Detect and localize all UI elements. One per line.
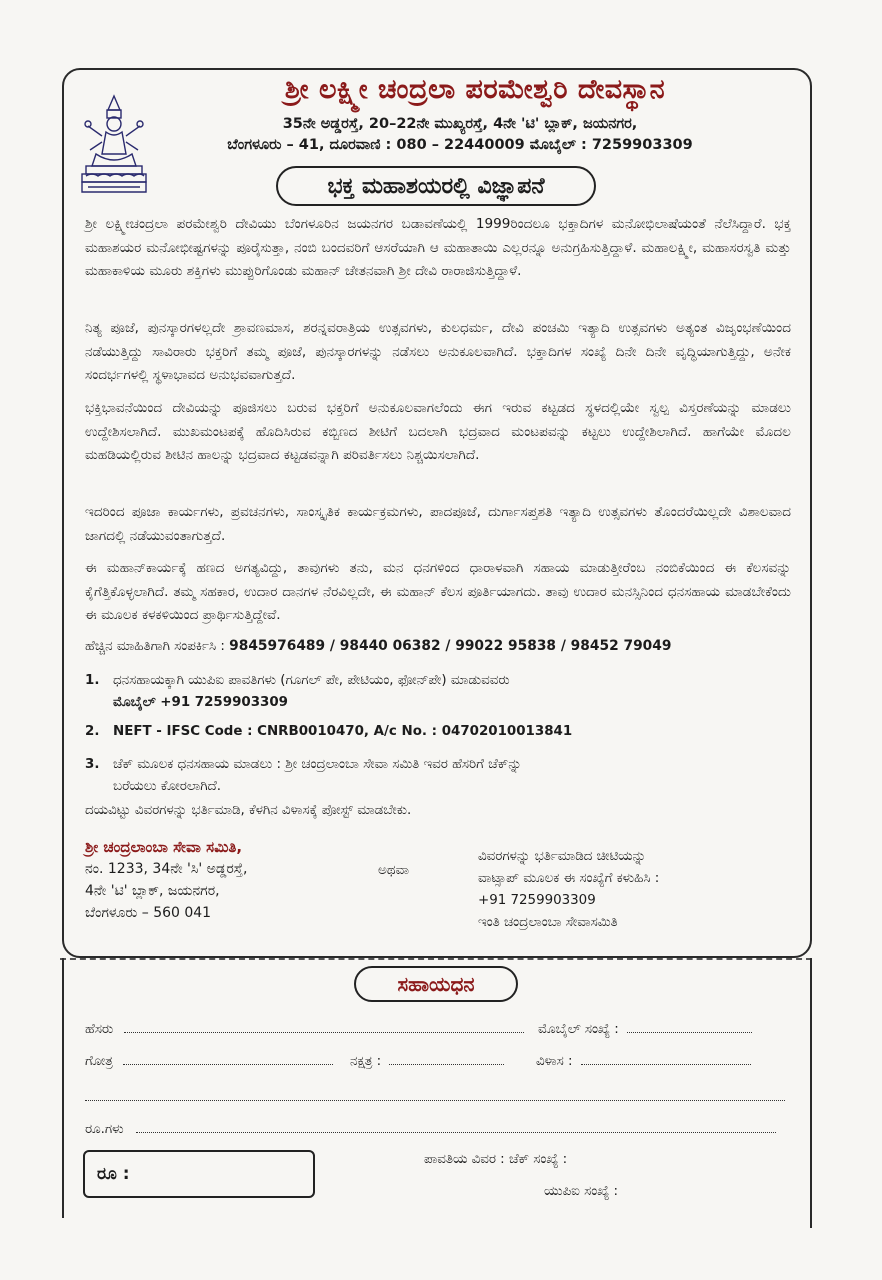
form-title bbox=[354, 966, 518, 1002]
paragraph-4: ಇದರಿಂದ ಪೂಜಾ ಕಾರ್ಯಗಳು, ಪ್ರವಚನಗಳು, ಸಾಂಸ್ಕೃತಿಕ ಕಾರ್ಯಕ್ರಮಗಳು, ಪಾದಪೂಜೆ, ದುರ್ಗಾಸಪ್ತಶತಿ ಇತ್ಯಾದಿ ಉತ್ಸವಗಳು ತೊಂದರೆಯಿಲ್ಲದೇ ವಿಶಾಲವಾದ ಜಾಗದಲ್ಲಿ ನಡೆಯುವಂತಾಗುತ್ತದೆ. bbox=[85, 504, 791, 544]
form-border-left bbox=[62, 958, 64, 1218]
postal-address bbox=[85, 836, 247, 924]
paragraph-3: ಭಕ್ತಿಭಾವನೆಯಿಂದ ದೇವಿಯನ್ನು ಪೂಜಿಸಲು ಬರುವ ಭಕ್ತರಿಗೆ ಅನುಕೂಲವಾಗಲೆಂದು ಈಗ ಇರುವ ಕಟ್ಟಡದ ಸ್ಥಳದಲ್ಲಿಯೇ ಸ್ವಲ್ಪ ವಿಸ್ತರಣೆಯನ್ನು ಮಾಡಲು ಉದ್ದೇಶಿಸಲಾಗಿದೆ. ಮುಖಮಂಟಪಕ್ಕೆ ಹೊದಿಸಿರುವ ಕಬ್ಬಿಣದ ಶೀಟಿಗೆ ಬದಲಾಗಿ ಭದ್ರವಾದ ಮಂಟಪವನ್ನು ಕಟ್ಟಲು ಉದ್ದೇಶಿಲಾಗಿದೆ. ಹಾಗೆಯೇ ಮೊದಲ ಮಹಡಿಯಲ್ಲಿರುವ ಶೀಟಿನ ಹಾಲನ್ನು ಭದ್ರವಾದ ಕಟ್ಟಡವನ್ನಾಗಿ ಪರಿವರ್ತಿಸಲು ನಿಶ್ಚಯಿಸಲಾಗಿದೆ. bbox=[85, 400, 791, 463]
paragraph-2: ನಿತ್ಯ ಪೂಜೆ, ಪುನಸ್ಕಾರಗಳಲ್ಲದೇ ಶ್ರಾವಣಮಾಸ, ಶರನ್ನವರಾತ್ರಿಯ ಉತ್ಸವಗಳು, ಕುಲಧರ್ಮ, ದೇವಿ ಪಂಚಮಿ ಇತ್ಯಾದಿ ಉತ್ಸವಗಳು ಅತ್ಯಂತ ವಿಜೃಂಭಣೆಯಿಂದ ನಡೆಯುತ್ತಿದ್ದು ಸಾವಿರಾರು ಭಕ್ತರಿಗೆ ತಮ್ಮ ಪೂಜೆ, ಪುನಸ್ಕಾರಗಳನ್ನು ನಡೆಸಲು ಅನುಕೂಲವಾಗಿದೆ. ಭಕ್ತಾದಿಗಳ ಸಂಖ್ಯೆ ದಿನೇ ದಿನೇ ವೃದ್ಧಿಯಾಗುತ್ತಿದ್ದು, ಅನೇಕ ಸಂದರ್ಭಗಳಲ್ಲಿ ಸ್ಥಳಾಭಾವದ ಅನುಭವವಾಗುತ್ತದೆ. bbox=[85, 320, 791, 383]
address-line-1: 35ನೇ ಅಡ್ಡರಸ್ತೆ, 20–22ನೇ ಮುಖ್ಯರಸ್ತೆ, 4ನೇ 'ಟಿ' ಬ್ಲಾಕ್, ಜಯನಗರ, bbox=[282, 116, 638, 132]
payment-detail-label: ಪಾವತಿಯ ವಿವರ : ಚೆಕ್ ಸಂಖ್ಯೆ : bbox=[424, 1152, 568, 1167]
whatsapp-block bbox=[478, 846, 659, 934]
payment-option-2 bbox=[85, 721, 572, 743]
payment-detail-row bbox=[424, 1152, 567, 1167]
cut-line bbox=[60, 958, 812, 960]
notice-title-text: ಭಕ್ತ ಮಹಾಶಯರಲ್ಲಿ ವಿಜ್ಞಾಪನೆ bbox=[327, 173, 545, 199]
option-number: 3. bbox=[85, 757, 100, 772]
contact-info bbox=[85, 638, 671, 654]
name-field[interactable] bbox=[124, 1020, 524, 1033]
temple-name: ಶ್ರೀ ಲಕ್ಷ್ಮೀ ಚಂದ್ರಲಾ ಪರಮೇಶ್ವರಿ ದೇವಸ್ಥಾನ bbox=[284, 74, 666, 105]
option-text: ಚೆಕ್ ಮೂಲಕ ಧನಸಹಾಯ ಮಾಡಲು : ಶ್ರೀ ಚಂದ್ರಲಾಂಬಾ ಸೇವಾ ಸಮಿತಿ ಇವರ ಹೆಸರಿಗೆ ಚೆಕ್‌ನ್ನು bbox=[113, 757, 522, 772]
rupees-row bbox=[85, 1120, 776, 1137]
address-field[interactable] bbox=[581, 1052, 751, 1065]
option-text: ಧನಸಹಾಯಕ್ಕಾಗಿ ಯುಪಿಐ ಪಾವತಿಗಳು (ಗೂಗಲ್ ಪೇ, ಪೇಟಿಯಂ, ಫೋನ್‌ಪೇ) ಮಾಡುವವರು bbox=[113, 673, 510, 688]
postal-line-1: ನಂ. 1233, 34ನೇ 'ಸಿ' ಅಡ್ಡರಸ್ತೆ, bbox=[85, 861, 248, 877]
mobile-row bbox=[538, 1020, 752, 1037]
org-name: ಶ್ರೀ ಚಂದ್ರಲಾಂಬಾ ಸೇವಾ ಸಮಿತಿ, bbox=[85, 838, 243, 856]
upi-label: ಯುಪಿಐ ಸಂಖ್ಯೆ : bbox=[544, 1184, 619, 1199]
postal-line-3: ಬೆಂಗಳೂರು – 560 041 bbox=[85, 905, 212, 921]
form-border-right bbox=[810, 958, 812, 1228]
paragraph-5: ಈ ಮಹಾನ್‌ಕಾರ್ಯಕ್ಕೆ ಹಣದ ಅಗತ್ಯವಿದ್ದು, ತಾವುಗಳು ತನು, ಮನ ಧನಗಳಿಂದ ಧಾರಾಳವಾಗಿ ಸಹಾಯ ಮಾಡುತ್ತೀರೆಂಬ ನಂಬಿಕೆಯಿಂದ ಈ ಕೆಲಸವನ್ನು ಕೈಗೆತ್ತಿಕೊಳ್ಳಲಾಗಿದೆ. ತಮ್ಮ ಸಹಕಾರ, ಉದಾರ ದಾನಗಳ ನೆರವಿಲ್ಲದೇ, ಈ ಮಹಾನ್ ಕೆಲಸ ಪೂರ್ತಿಯಾಗದು. ತಾವು ಉದಾರ ಮನಸ್ಸಿನಿಂದ ಧನಸಹಾಯ ಮಾಡಬೇಕೆಂದು ಈ ಮೂಲಕ ಕಳಕಳಿಯಿಂದ ಪ್ರಾರ್ಥಿಸುತ್ತಿದ್ದೇವೆ. bbox=[85, 560, 791, 623]
option-number: 1. bbox=[85, 673, 100, 688]
amount-box[interactable] bbox=[83, 1150, 315, 1198]
whatsapp-line-4: ಇಂತಿ ಚಂದ್ರಲಾಂಬಾ ಸೇವಾಸಮಿತಿ bbox=[478, 915, 618, 930]
option-sub: ಮೊಬೈಲ್ +91 7259903309 bbox=[113, 695, 288, 710]
deity-icon bbox=[78, 92, 150, 200]
amount-label: ರೂ : bbox=[97, 1164, 130, 1184]
gotra-label: ಗೋತ್ರ bbox=[85, 1054, 113, 1069]
name-row bbox=[85, 1020, 524, 1037]
fill-note: ದಯವಿಟ್ಟು ವಿವರಗಳನ್ನು ಭರ್ತಿಮಾಡಿ, ಕೆಳಗಿನ ವಿಳಾಸಕ್ಕೆ ಪೋಸ್ಟ್ ಮಾಡಬೇಕು. bbox=[85, 803, 412, 818]
address-row bbox=[536, 1052, 751, 1069]
whatsapp-line-1: ವಿವರಗಳನ್ನು ಭರ್ತಿಮಾಡಿದ ಚೀಟಿಯನ್ನು bbox=[478, 849, 647, 864]
whatsapp-line-2: ವಾಟ್ಸಾಪ್ ಮೂಲಕ ಈ ಸಂಖ್ಯೆಗೆ ಕಳುಹಿಸಿ : bbox=[478, 871, 660, 886]
notice-title bbox=[276, 166, 596, 206]
contact-numbers: 9845976489 / 98440 06382 / 99022 95838 / 98452 79049 bbox=[229, 638, 672, 654]
mobile-label: ಮೊಬೈಲ್ ಸಂಖ್ಯೆ : bbox=[538, 1022, 619, 1037]
upi-row bbox=[544, 1184, 618, 1199]
address-label: ವಿಳಾಸ : bbox=[536, 1054, 573, 1069]
mobile-field[interactable] bbox=[627, 1020, 752, 1033]
name-label: ಹೆಸರು bbox=[85, 1022, 114, 1037]
option-number: 2. bbox=[85, 724, 100, 739]
rupees-label: ರೂ.ಗಳು bbox=[85, 1122, 124, 1137]
address-line-2: ಬೆಂಗಳೂರು – 41, ದೂರವಾಣಿ : 080 – 22440009 ಮೊಬೈಲ್ : 7259903309 bbox=[227, 137, 693, 153]
contact-label: ಹೆಚ್ಚಿನ ಮಾಹಿತಿಗಾಗಿ ಸಂಪರ್ಕಿಸಿ : bbox=[85, 639, 225, 654]
gotra-row bbox=[85, 1052, 333, 1069]
option-sub: ಬರೆಯಲು ಕೋರಲಾಗಿದೆ. bbox=[113, 779, 222, 794]
payment-option-3 bbox=[85, 754, 522, 798]
postal-line-2: 4ನೇ 'ಟಿ' ಬ್ಲಾಕ್, ಜಯನಗರ, bbox=[85, 883, 220, 899]
rupees-field[interactable] bbox=[136, 1120, 776, 1133]
or-text: ಅಥವಾ bbox=[378, 862, 410, 878]
form-title-text: ಸಹಾಯಧನ bbox=[397, 972, 475, 996]
address-field-2[interactable] bbox=[85, 1088, 785, 1101]
payment-option-1 bbox=[85, 670, 510, 714]
nakshatra-row bbox=[350, 1052, 504, 1069]
address-line-2-row bbox=[85, 1088, 785, 1105]
option-text: NEFT - IFSC Code : CNRB0010470, A/c No. : 04702010013841 bbox=[113, 724, 573, 739]
whatsapp-line-3: +91 7259903309 bbox=[478, 893, 596, 908]
paragraph-1: ಶ್ರೀ ಲಕ್ಷ್ಮೀಚಂದ್ರಲಾ ಪರಮೇಶ್ವರಿ ದೇವಿಯು ಬೆಂಗಳೂರಿನ ಜಯನಗರ ಬಡಾವಣೆಯಲ್ಲಿ 1999ರಿಂದಲೂ ಭಕ್ತಾದಿಗಳ ಮನೋಭಿಲಾಷೆಯಂತೆ ನೆಲೆಸಿದ್ದಾರೆ. ಭಕ್ತ ಮಹಾಶಯರ ಮನೋಭೀಷ್ಟಗಳನ್ನು ಪೂರೈಸುತ್ತಾ, ನಂಬಿ ಬಂದವರಿಗೆ ಆಸರೆಯಾಗಿ ಆ ಮಹಾತಾಯಿ ಎಲ್ಲರನ್ನೂ ಅನುಗ್ರಹಿಸುತ್ತಿದ್ದಾಳೆ. ಮಹಾಲಕ್ಷ್ಮೀ, ಮಹಾಸರಸ್ವತಿ ಮತ್ತು ಮಹಾಕಾಳಿಯ ಮೂರು ಶಕ್ತಿಗಳು ಮುಪ್ಪುರಿಗೊಂಡು ಮಹಾನ್ ಚೇತನವಾಗಿ ಶ್ರೀ ದೇವಿ ರಾರಾಜಿಸುತ್ತಿದ್ದಾಳೆ. bbox=[85, 216, 791, 279]
nakshatra-field[interactable] bbox=[389, 1052, 504, 1065]
nakshatra-label: ನಕ್ಷತ್ರ : bbox=[350, 1054, 382, 1069]
gotra-field[interactable] bbox=[123, 1052, 333, 1065]
